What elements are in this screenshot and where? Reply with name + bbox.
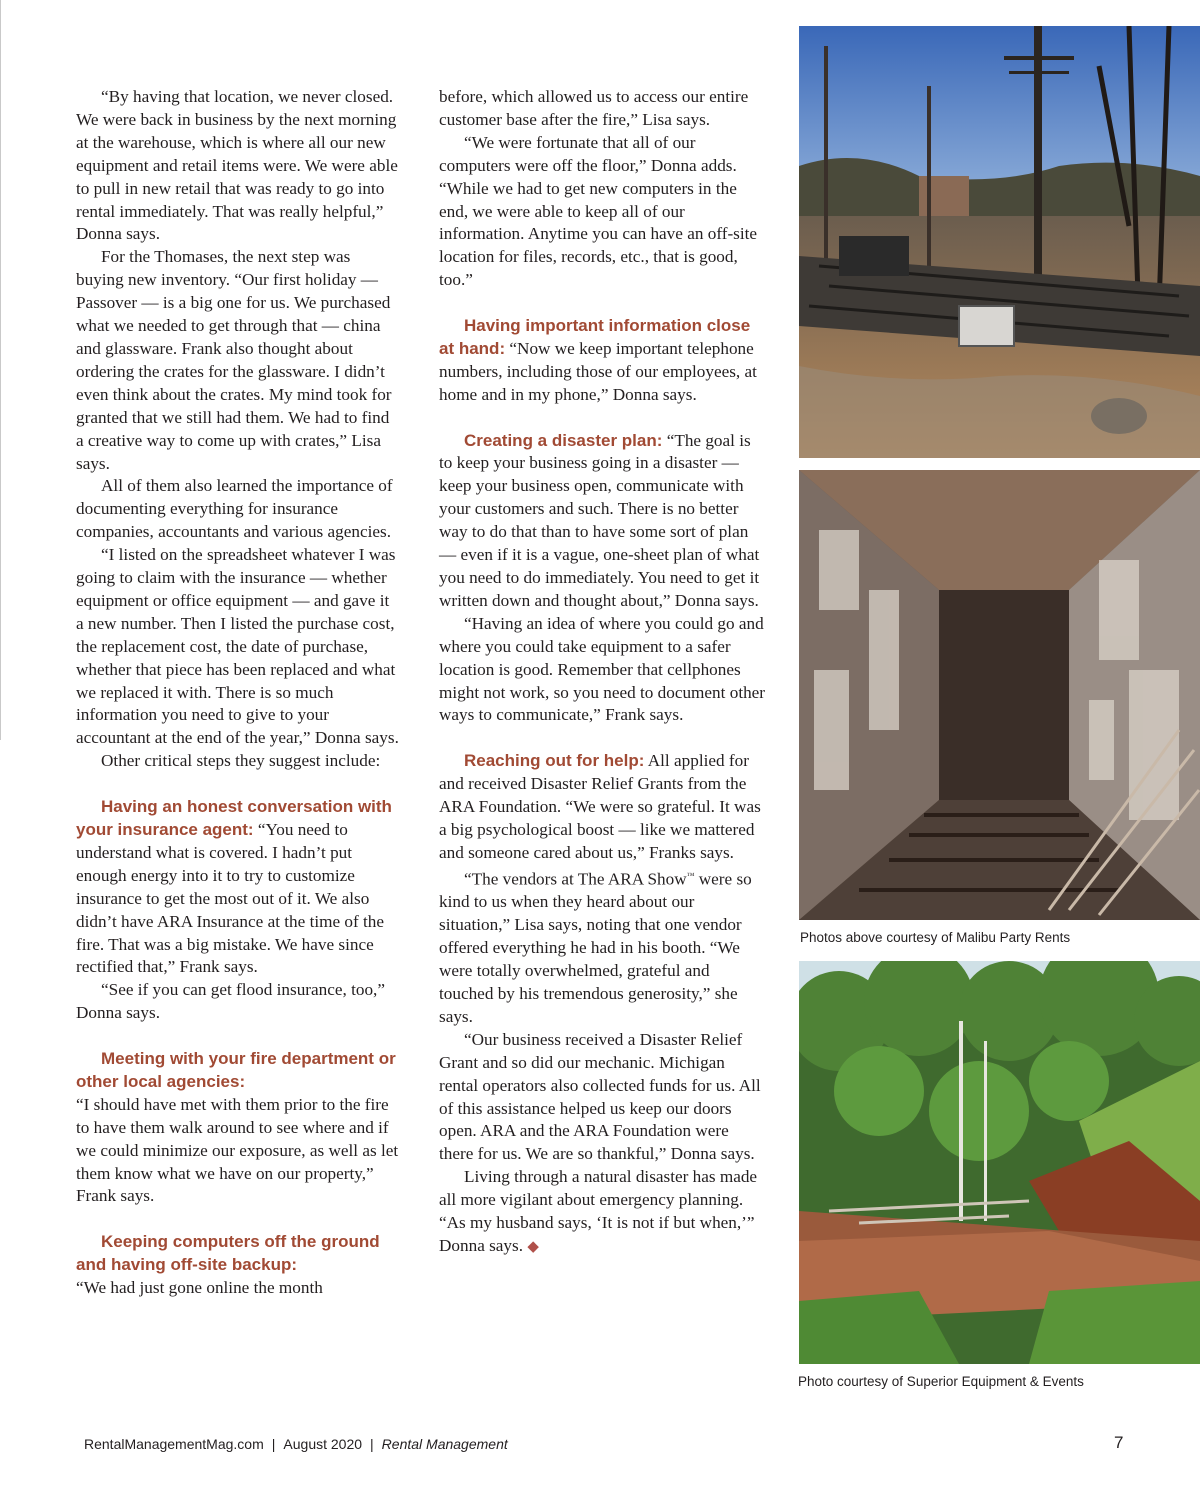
tip-information bbox=[439, 315, 766, 407]
paragraph: “By having that location, we never closed. We were back in business by the next morning at the warehouse, which is where all our new equipment and retail items were. We were able to pull in new retail that was ready to go into rental immediately. That was really helpful,” Donna says. bbox=[76, 87, 398, 244]
tip-disaster-plan bbox=[439, 430, 766, 613]
photo-caption-malibu: Photos above courtesy of Malibu Party Rents bbox=[800, 930, 1071, 945]
paragraph: Other critical steps they suggest include: bbox=[101, 751, 381, 771]
article-column-2 bbox=[439, 86, 766, 1259]
tip-help bbox=[439, 750, 766, 865]
paragraph: “We were fortunate that all of our computers were off the floor,” Donna adds. “While we had to get new computers in the end, we were able to keep all of our information. Anytime you can have an off-site location for files, records, etc., that is good, too.” bbox=[439, 132, 758, 290]
paragraph: “See if you can get flood insurance, too,” Donna says. bbox=[76, 980, 385, 1023]
photo-burned-container bbox=[799, 470, 1200, 920]
subhead-insurance: Having an honest conversation with your insurance agent: bbox=[76, 797, 392, 839]
paragraph: “I listed on the spreadsheet whatever I was going to claim with the insurance — whether equipment or office equipment — and gave it a new number. Then I listed the purchase cost, the replacement cost, the date of purchase, whether that piece has been replaced and what we replaced it with. There is so much information you need to give to your accountant at the end of the year,” Donna says. bbox=[76, 545, 399, 748]
footer-date: August 2020 bbox=[283, 1436, 363, 1452]
end-mark-icon: ◆ bbox=[527, 1239, 539, 1255]
paragraph bbox=[439, 865, 766, 1029]
paragraph bbox=[439, 1166, 766, 1259]
article-column-1 bbox=[76, 86, 401, 1300]
tip-body: All applied for and received Disaster Relief Grants from the ARA Foundation. “We were so grateful. It was a big psychological boost — like we mattered and someone cared about us,” Franks says. bbox=[439, 751, 761, 862]
subhead-computers: Keeping computers off the ground and having off-site backup: bbox=[76, 1232, 380, 1275]
tip-insurance bbox=[76, 796, 401, 979]
footer-separator: | bbox=[271, 1436, 276, 1452]
photo-flood-erosion bbox=[799, 961, 1200, 1364]
tip-body: “The goal is to keep your business going in a disaster — keep your business open, communicate with your customers and such. There is no better way to do that than to have some sort of plan — even if it is a vague, one-sheet plan of what you need to do immediately. You need to get it written down and thought about,” Donna says. bbox=[439, 430, 760, 610]
tip-body: “I should have met with them prior to the fire to have them walk around to see where and if we could minimize our exposure, as well as let them know what we have on our property,” Frank says. bbox=[76, 1094, 399, 1206]
page-number: 7 bbox=[1114, 1433, 1124, 1452]
subhead-information: Having important information close at hand: bbox=[439, 316, 751, 358]
footer-site-link[interactable]: RentalManagementMag.com bbox=[84, 1436, 264, 1452]
paragraph: All of them also learned the importance of documenting everything for insurance companies, accountants and various agencies. bbox=[76, 476, 393, 542]
footer-magazine-name: Rental Management bbox=[381, 1436, 508, 1452]
tip-body: “We had just gone online the month bbox=[76, 1278, 323, 1298]
text-run: Living through a natural disaster has made all more vigilant about emergency planning. “As my husband says, ‘It is not if but when,’” Donna says. bbox=[439, 1167, 758, 1255]
trademark-mark: ™ bbox=[686, 870, 695, 880]
tip-computers bbox=[76, 1231, 401, 1277]
tip-body: “You need to understand what is covered. I hadn’t put enough energy into it to try to customize insurance to get the most out of it. We also didn’t have ARA Insurance at the time of the fire. That was a big mistake. We have since rectified that,” Frank says. bbox=[76, 819, 385, 977]
footer-separator: | bbox=[370, 1436, 374, 1452]
paragraph: For the Thomases, the next step was buying new inventory. “Our first holiday — Passover — is a big one for us. We purchased what we needed to get through that — china and glassware. Frank also thought about ordering the crates for the glassware. I didn’t even think about the crates. My mind took for granted that we still had them. We had to find a creative way to come up with crates,” Lisa says. bbox=[76, 247, 392, 473]
photo-caption-superior: Photo courtesy of Superior Equipment & Events bbox=[798, 1374, 1084, 1389]
tip-body: “Now we keep important telephone numbers, including those of our employees, at home and in my phone,” Donna says. bbox=[439, 338, 757, 404]
photo-burned-site bbox=[799, 26, 1200, 458]
subhead-fire-department: Meeting with your fire department or other local agencies: bbox=[76, 1049, 396, 1091]
paragraph: “Having an idea of where you could go and where you could take equipment to a safer location is good. Remember that cellphones might not work, so you need to document other ways to communicate,” Frank says. bbox=[439, 613, 766, 725]
tip-fire-department bbox=[76, 1048, 401, 1094]
subhead-disaster-plan: Creating a disaster plan: bbox=[464, 430, 663, 450]
page-footer bbox=[84, 1436, 508, 1452]
subhead-help: Reaching out for help: bbox=[464, 751, 645, 771]
text-run: were so kind to us when they heard about our situation,” Lisa says, noting that one vendor offered everything he had in his booth. “We were totally overwhelmed, grateful and touched by his tremendous generosity,” she says. bbox=[439, 869, 752, 1026]
text-run: “The vendors at The ARA Show bbox=[464, 869, 687, 889]
paragraph: before, which allowed us to access our entire customer base after the fire,” Lisa says. bbox=[439, 87, 749, 129]
page-edge-line bbox=[0, 0, 1, 740]
paragraph: “Our business received a Disaster Relief Grant and so did our mechanic. Michigan rental operators also collected funds for us. All of this assistance helped us keep our doors open. ARA and the ARA Foundation were there for us. We are so thankful,” Donna says. bbox=[439, 1029, 761, 1164]
